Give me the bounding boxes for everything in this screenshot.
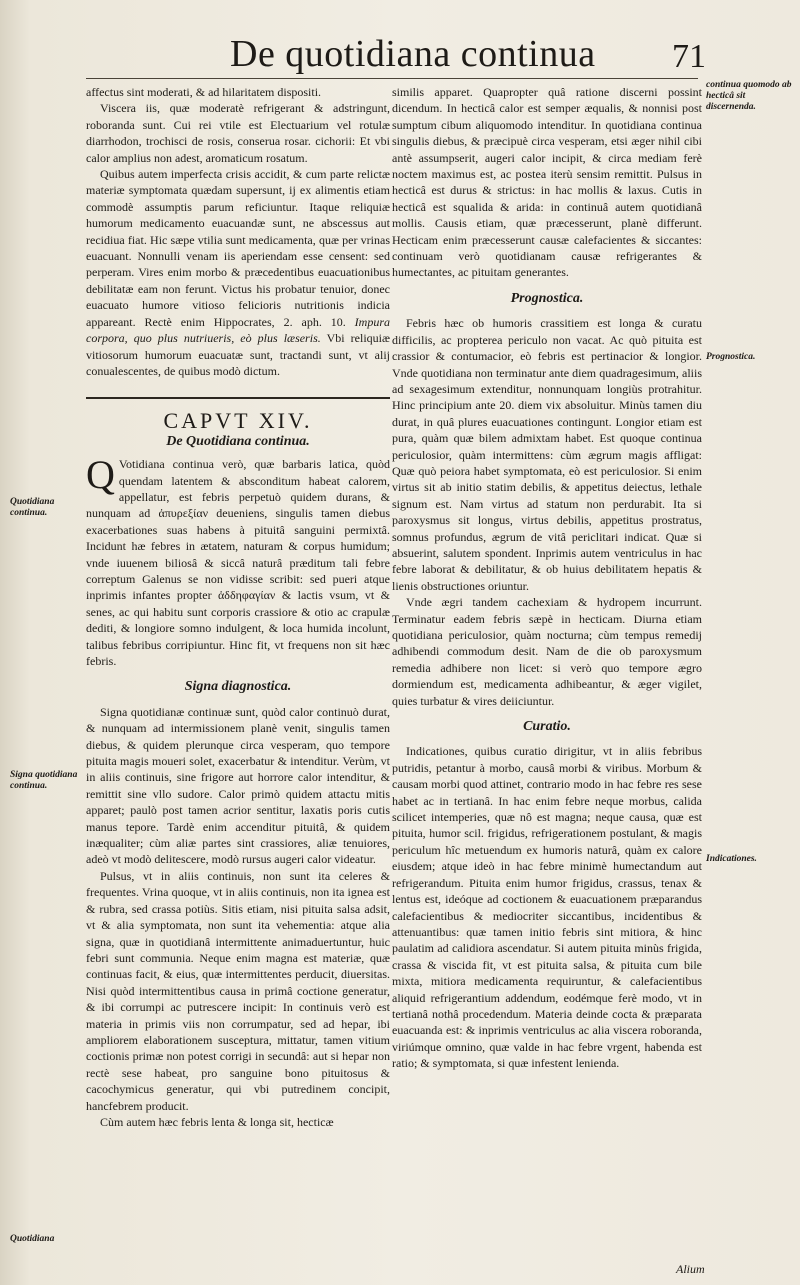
paragraph: Viscera iis, quæ moderatè refrigerant & adstringunt, roboranda sunt. Cui rei vtile est Electuarium vel rotulæ diarrhodon, trochisci de rosis, conserua rosar. cichorii: Et vbi calor amplius non adest, aromaticum rosatum. — [86, 101, 390, 165]
paragraph — [86, 166, 390, 379]
left-column — [86, 84, 390, 1130]
running-title: De quotidiana continua — [230, 33, 596, 75]
margin-note-discernenda: continua quomodo ab hecticâ sit discernenda. — [706, 80, 792, 112]
paragraph-text: Votidiana continua verò, quæ barbaris latica, quòd quendam latentem & absconditum habeat calorem, appellatur, est febris perpetuò quidem durans, & nunquam ad ἀπυρεξίαν deueniens, singulis tamen diebus exacerbationes suas habens à pituitâ sanguini permixtâ. Incidunt hæ febres in ætatem, naturam & corpus humidum; vnde iuuenem biliosâ & siccâ naturâ præditum tali febre correptum Galenus se non vidisse scribit: sed pueri atque inprimis infantes propter ἀδδηφαγίαν & lactis vsum, vt & senes, ac qui habitu sunt corporis crassiore & otio ac crapulæ dediti, & longiore somno indulgent, & loca humida incolunt, talibus febribus corripiuntur. Hinc fit, vt frequens non sit hæc febris. — [86, 457, 390, 668]
margin-note-signa: Signa quotidiana continua. — [10, 770, 78, 791]
section-heading-curatio: Curatio. — [523, 719, 571, 735]
paragraph: similis apparet. Quapropter quâ ratione discerni possint dicendum. In hecticâ calor est semper æqualis, & nonnisi post sumptum cibum aliquomodo intenditur. In quotidiana continua singulis diebus, & præcipuè circa vesperam, etsi æger nihil cibi antè assumpserit, augeri calor incipit, & circa mediam ferè noctem maximus est, ac postea iterù sensim remittit. Pulsus in hecticâ est durus & strictus: in hac mollis & laxus. Cutis in hecticâ est squalida & arida: in continuâ autem quotidianâ mollis. Causis etiam, quæ præcesserunt, planè differunt. Hecticam enim præcesserunt causæ calefacientes & siccantes: continuam verò quotidianam causæ refrigerantes & humectantes, ac pituitam generantes. — [392, 85, 702, 280]
catchword: Alium — [676, 1262, 705, 1276]
drop-cap: Q — [86, 452, 115, 498]
paragraph — [86, 452, 390, 669]
paragraph: Vnde ægri tandem cachexiam & hydropem incurrunt. Terminatur eadem febris sæpè in hecticam. Diurna etiam quotidiana periculosior, quàm nocturna; cùm tempus remedij adhibendi commodum desit. Nam de die ob paroxysmum remedia adhibere non licet: si verò quo tempore ægro dormiendum est, medicamenta adhibeantur, & æger vigilet, quies turbatur & vires deiiciuntur. — [392, 595, 702, 708]
paragraph-text: Quibus autem imperfecta crisis accidit, & cum parte relictæ materiæ symptomata quædam supersunt, ij ex alimentis etiam commodè assumptis parum reficiuntur. Itaque reliquiæ humorum medicamento euacuandæ sunt, ne abscessus aut recidiua fiat. Hic sæpe vtilia sunt medicamenta, quæ per vrinas euacuant. Nonnulli venam iis aperiendam esse censent: sed perperam. Vires enim morbo & præcedentibus euacuationibus debilitatæ eam non ferunt. Victus his probatur tenuior, donec euacuato humore vitioso felicioris nutritionis indicia appareant. Rectè enim Hippocrates, 2. aph. 10. — [86, 167, 390, 329]
chapter-heading: CAPVT XIV. — [163, 408, 313, 434]
chapter-rule — [86, 397, 390, 399]
paragraph: Cùm autem hæc febris lenta & longa sit, hecticæ — [100, 1114, 334, 1129]
margin-note-quotidiana: Quotidiana continua. — [10, 497, 55, 518]
paragraph: Indicationes, quibus curatio dirigitur, vt in aliis febribus putridis, petantur à morbo, causâ morbi & viribus. Morbum & causam morbi quod attinet, contrario modo in hac febre res sese habet ac in tertianâ. In hac enim febre neque morbus, calida scilicet intemperies, quæ nô est magna; neque causa, quæ est pituita, humor scil. frigidus, refrigerationem postulant, & magis periculum hîc metuendum ex humoris naturâ, quàm ex calore eiusdem; atque ideò in hac febre minimè humectandum aut refrigerandum. Pituita enim humor frigidus, crassus, tenax & lentus est, ideóque ad coctionem & euacuationem præparandus calefacientibus & mediocriter siccantibus, incidentibus & attenuantibus: quæ tamen initio febris sint mitiora, & hinc paulatim ad calidiora ascendatur. Si autem pituita minùs frigida, crassa & viscida fit, vt est pituita salsa, & pituita cum bile mixta, mitiora medicamenta requiruntur, & calefacientibus aliquid refrigerantium addendum, eodémque ferè modo, vt in tertianâ nothâ procedendum. Materia deinde cocta & præparata euacuanda est: & inprimis ventriculus ac alia viscera roboranda, viriúmque omnino, quæ valde in hac febre vrgent, habenda est ratio; & symptomata, si quæ infestent lenienda. — [392, 744, 702, 1071]
paragraph: affectus sint moderati, & ad hilaritatem dispositi. — [86, 85, 322, 99]
hippocrates-quote: Impura corpora, quo plus nutriueris, eò plus læseris. — [86, 314, 391, 346]
margin-note-indicationes: Indicationes. — [706, 854, 757, 864]
paragraph: Signa quotidianæ continuæ sunt, quòd calor continuò durat, & nunquam ad intermissionem planè venit, singulis tamen diebus, & quidem plerunque circa vesperam, quo tempore pituita magis moueri solet, exacerbatur & intenditur. Verùm, vt in aliis continuis, sine frigore aut horrore calor intenditur, & remittit sine vllo sudore. Calor primò quidem attactu mitis apparet; paulò post tamen acrior sentitur, laxatis poris cutis manus tepore. Tardè enim accenditur pituitâ, & quidem inæqualiter; cùm aliæ partes sint crassiores, aliæ tenuiores, adeò vt modò delitescere, modò rursus augeri calor videatur. — [86, 704, 390, 867]
paragraph-text: Vbi reliquiæ vitiosorum humorum euacuatæ sunt, tractandi sunt, vt alij conualescentes, de quibus modò dictum. — [86, 331, 390, 378]
section-heading-signa: Signa diagnostica. — [184, 679, 292, 695]
margin-note-prognostica: Prognostica. — [706, 352, 756, 362]
header-rule — [86, 78, 698, 79]
paragraph: Pulsus, vt in aliis continuis, non sunt ita celeres & frequentes. Vrina quoque, vt in aliis continuis, non ita ignea est & rubra, sed crassa potiùs. Sitis etiam, nisi pituita salsa adsit, vt & alia symptomata, non sunt ita vehementia: atque alia signa, quæ in quotidianâ intermittente animaduertuntur, huic febri sunt communia. Neque enim magna est materiæ, quæ continuas facit, & eius, quæ intermittentes perducit, diuersitas. Nisi quòd intermittentibus causa in primâ coctione generatur, & ibi corrumpi ac putrescere incipit: In continuis verò est materia in primis viis non corrumpatur, sed ad hepar, ibi ampliorem elaborationem susceptura, mittatur, tamen vitium coctionis primæ non potest corrigi in secundâ: aut si hepar non rectè sese habeat, pro sanguine bono pituitosus & cacochymicus generatur, qui vbi putredinem concipit, hancfebrem producit. — [86, 868, 390, 1113]
paragraph: Febris hæc ob humoris crassitiem est longa & curatu difficilis, ac propterea periculo non vacat. Ac quò pituita est crassior & contumacior, eò febris est pertinacior & longior. Vnde quotidiana non terminatur ante diem quadragesimum, aliis ad sexagesimum extenditur, nonnunquam longiùs protrahitur. Hinc principium ante 20. diem vix absoluitur. Minùs tamen diu durat, in quâ plures euacuationes contingunt. Longior etiam est pura, quàm quæ bilem admixtam habet. Est quoque continua periculosior, quàm intermittens: cùm ægrum magis affligat: Quæ quò peiora habet symptomata, eò est periculosior. Si enim virtus sit ab initio statim debilis, & appetitus deiectus, lethale signum est. Nam virtus ad statum non perdurabit. Ita si paroxysmus sit longus, virtus debilis, appetitus prostratus, somnus profundus, ægrum de vitâ periclitari indicat. Quæ si absuerint, salutem spondent. Inprimis autem ventriculus in hac febre laborat & debilitatur, & ob huius debilitatem hepatis & lienis obstructiones oriuntur. — [392, 316, 702, 593]
chapter-subtitle: De Quotidiana continua. — [166, 433, 310, 449]
right-column — [392, 84, 702, 1072]
margin-note-quotidiana-bottom: Quotidiana — [10, 1234, 55, 1244]
section-heading-prognostica: Prognostica. — [510, 290, 584, 306]
page-number: 71 — [672, 38, 706, 75]
running-head — [0, 30, 800, 80]
